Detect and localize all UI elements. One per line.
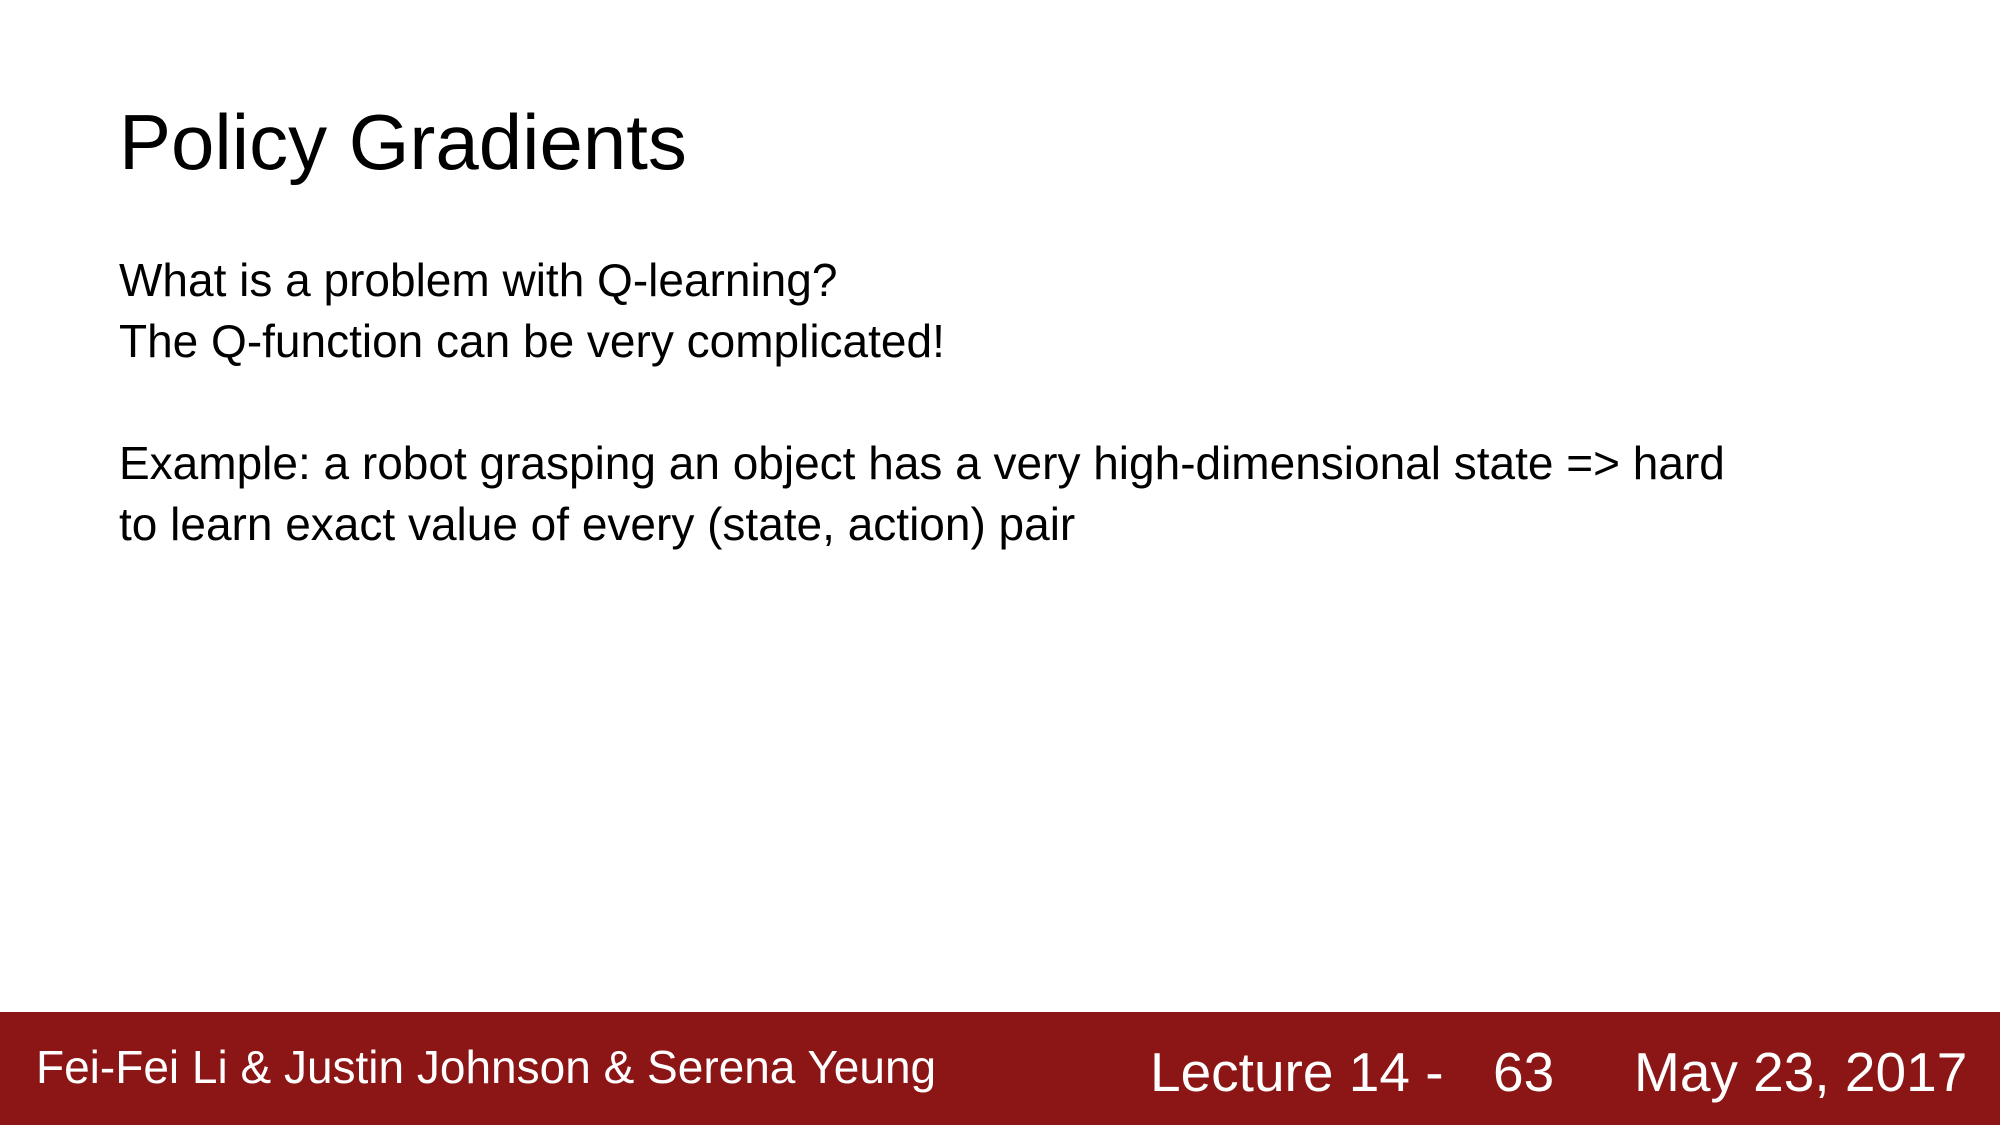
footer-page-number: 63	[1493, 1041, 1555, 1103]
slide-title: Policy Gradients	[119, 98, 687, 186]
body-answer: The Q-function can be very complicated!	[119, 315, 945, 367]
body-question: What is a problem with Q-learning?	[119, 254, 838, 306]
footer-authors: Fei-Fei Li & Justin Johnson & Serena Yeung	[36, 1041, 937, 1093]
body-spacer	[119, 372, 1919, 433]
footer-lecture: Lecture 14 -	[1150, 1041, 1444, 1103]
footer-bar	[0, 1012, 2000, 1125]
body-example-line-1: Example: a robot grasping an object has a very high-dimensional state => hard	[119, 437, 1725, 489]
footer-date: May 23, 2017	[1634, 1041, 1968, 1103]
body-example-line-2: to learn exact value of every (state, action) pair	[119, 498, 1076, 550]
slide-body	[119, 250, 1919, 555]
